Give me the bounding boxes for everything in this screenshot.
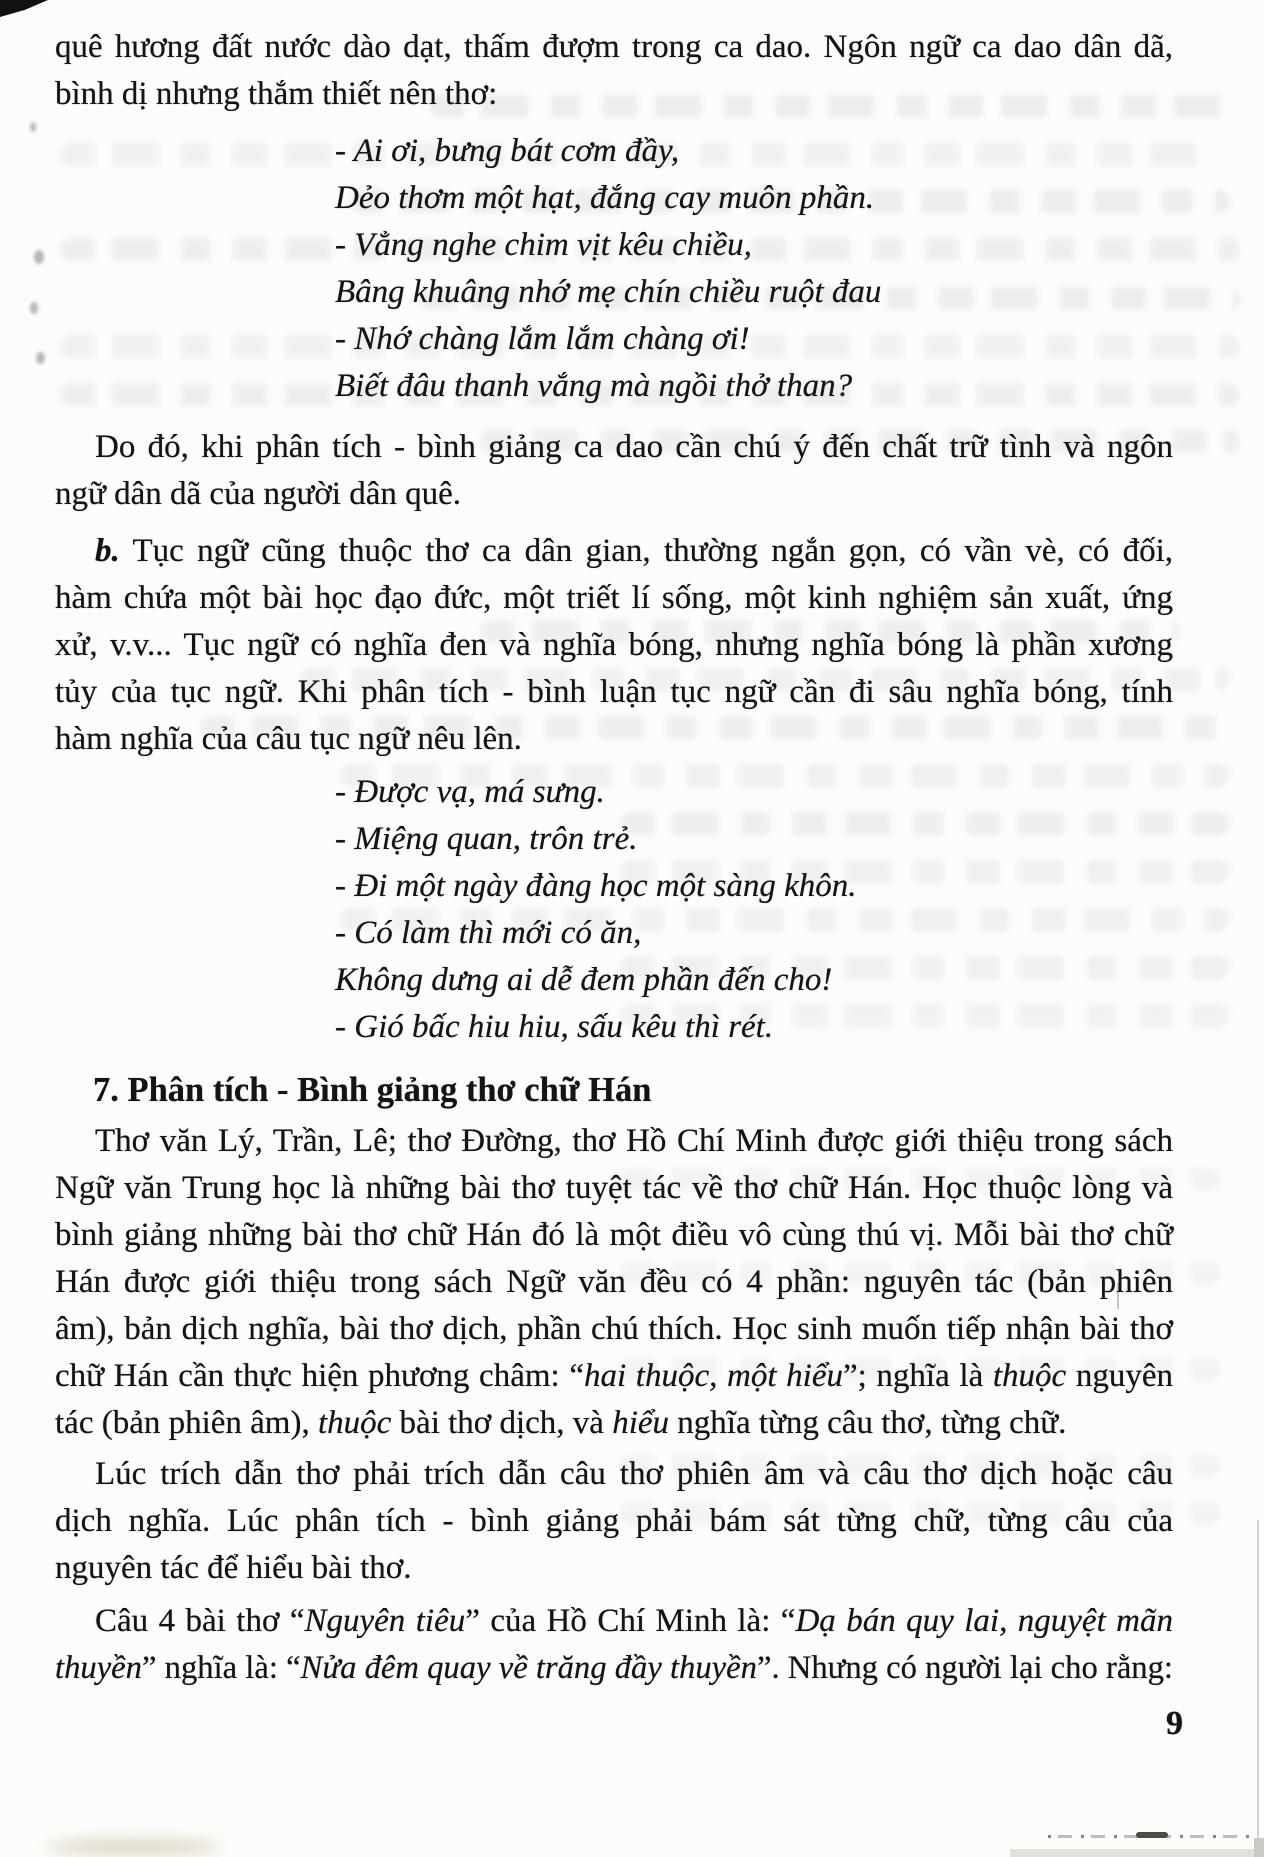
scan-artifact-edge-strip (1254, 1838, 1264, 1857)
paragraph (55, 424, 1173, 518)
text-line: b. Tục ngữ cũng thuộc thơ ca dân gian, thường ngắn gọn, có vần vè, có đối, (95, 533, 1173, 569)
text-line: Lúc trích dẫn thơ phải trích dẫn câu thơ phiên âm và câu thơ dịch hoặc câu (95, 1456, 1173, 1492)
scan-artifact-bottom-band (1010, 1849, 1264, 1857)
text-line: dịch nghĩa. Lúc phân tích - bình giảng phải bám sát từng chữ, từng câu của (55, 1503, 1173, 1539)
scan-artifact-corner-fold (0, 0, 48, 17)
verse-line: - Gió bấc hiu hiu, sấu kêu thì rét. (335, 1009, 774, 1045)
text-line: Ngữ văn Trung học là những bài thơ tuyệt tác về thơ chữ Hán. Học thuộc lòng và (55, 1170, 1173, 1206)
text-line: hàm nghĩa của câu tục ngữ nêu lên. (55, 721, 522, 757)
page-number: 9 (1166, 1705, 1183, 1742)
verse-line: - Nhớ chàng lắm lắm chàng ơi! (335, 321, 750, 357)
text-line: nguyên tác để hiểu bài thơ. (55, 1550, 412, 1586)
text-line: Câu 4 bài thơ “Nguyên tiêu” của Hồ Chí Minh là: “Dạ bán quy lai, nguyệt mãn (95, 1603, 1173, 1639)
paragraph (55, 24, 1173, 118)
verse-block (55, 769, 1173, 1051)
ink-speck (30, 122, 36, 132)
text-line: xử, v.v... Tục ngữ có nghĩa đen và nghĩa bóng, nhưng nghĩa bóng là phần xương (55, 627, 1173, 663)
page-content (55, 24, 1173, 1692)
paragraph (55, 1451, 1173, 1592)
text-line: thuyền” nghĩa là: “Nửa đêm quay về trăng đầy thuyền”. Nhưng có người lại cho rằng: (55, 1650, 1173, 1686)
paragraph (55, 1118, 1173, 1447)
text-line: ngữ dân dã của người dân quê. (55, 476, 462, 512)
text-line: tác (bản phiên âm), thuộc bài thơ dịch, và hiểu nghĩa từng câu thơ, từng chữ. (55, 1405, 1067, 1441)
paragraph (55, 1598, 1173, 1692)
scan-artifact-right-edge-line (1257, 1520, 1259, 1840)
verse-block (55, 128, 1173, 410)
text-line: hàm chứa một bài học đạo đức, một triết lí sống, một kinh nghiệm sản xuất, ứng (55, 580, 1173, 616)
scan-artifact-shadow (46, 1839, 221, 1855)
verse-line: Biết đâu thanh vắng mà ngồi thở than? (335, 368, 853, 404)
verse-line: - Ai ơi, bưng bát cơm đầy, (335, 133, 680, 169)
verse-line: Không dưng ai dễ đem phần đến cho! (335, 962, 833, 998)
text-line: tủy của tục ngữ. Khi phân tích - bình luận tục ngữ cần đi sâu nghĩa bóng, tính (55, 674, 1173, 710)
verse-line: - Miệng quan, trôn trẻ. (335, 821, 638, 857)
text-line: Do đó, khi phân tích - bình giảng ca dao cần chú ý đến chất trữ tình và ngôn (95, 429, 1173, 465)
heading-line: 7. Phân tích - Bình giảng thơ chữ Hán (93, 1071, 652, 1109)
ink-speck (34, 250, 44, 264)
paragraph (55, 528, 1173, 763)
verse-line: - Đi một ngày đàng học một sàng khôn. (335, 868, 857, 904)
verse-line: Dẻo thơm một hạt, đắng cay muôn phần. (335, 180, 875, 216)
text-line: bình giảng những bài thơ chữ Hán đó là một điều vô cùng thú vị. Mỗi bài thơ chữ (55, 1217, 1173, 1253)
text-line: bình dị nhưng thắm thiết nên thơ: (55, 76, 498, 112)
verse-line: Bâng khuâng nhớ mẹ chín chiều ruột đau (335, 274, 882, 310)
text-line: Hán được giới thiệu trong sách Ngữ văn đều có 4 phần: nguyên tác (bản phiên (55, 1264, 1173, 1300)
text-line: âm), bản dịch nghĩa, bài thơ dịch, phần chú thích. Học sinh muốn tiếp nhận bài thơ (55, 1311, 1173, 1347)
section-heading (55, 1067, 1173, 1114)
verse-line: - Có làm thì mới có ăn, (335, 915, 642, 951)
verse-line: - Vẳng nghe chim vịt kêu chiều, (335, 227, 752, 263)
verse-line: - Được vạ, má sưng. (335, 774, 605, 810)
ink-speck (30, 302, 38, 314)
text-line: Thơ văn Lý, Trần, Lê; thơ Đường, thơ Hồ Chí Minh được giới thiệu trong sách (95, 1123, 1173, 1159)
scan-artifact-dark-mark (1136, 1832, 1168, 1838)
text-line: quê hương đất nước dào dạt, thấm đượm trong ca dao. Ngôn ngữ ca dao dân dã, (55, 29, 1173, 65)
text-line: chữ Hán cần thực hiện phương châm: “hai thuộc, một hiểu”; nghĩa là thuộc nguyên (55, 1358, 1173, 1394)
ink-speck (36, 352, 45, 364)
